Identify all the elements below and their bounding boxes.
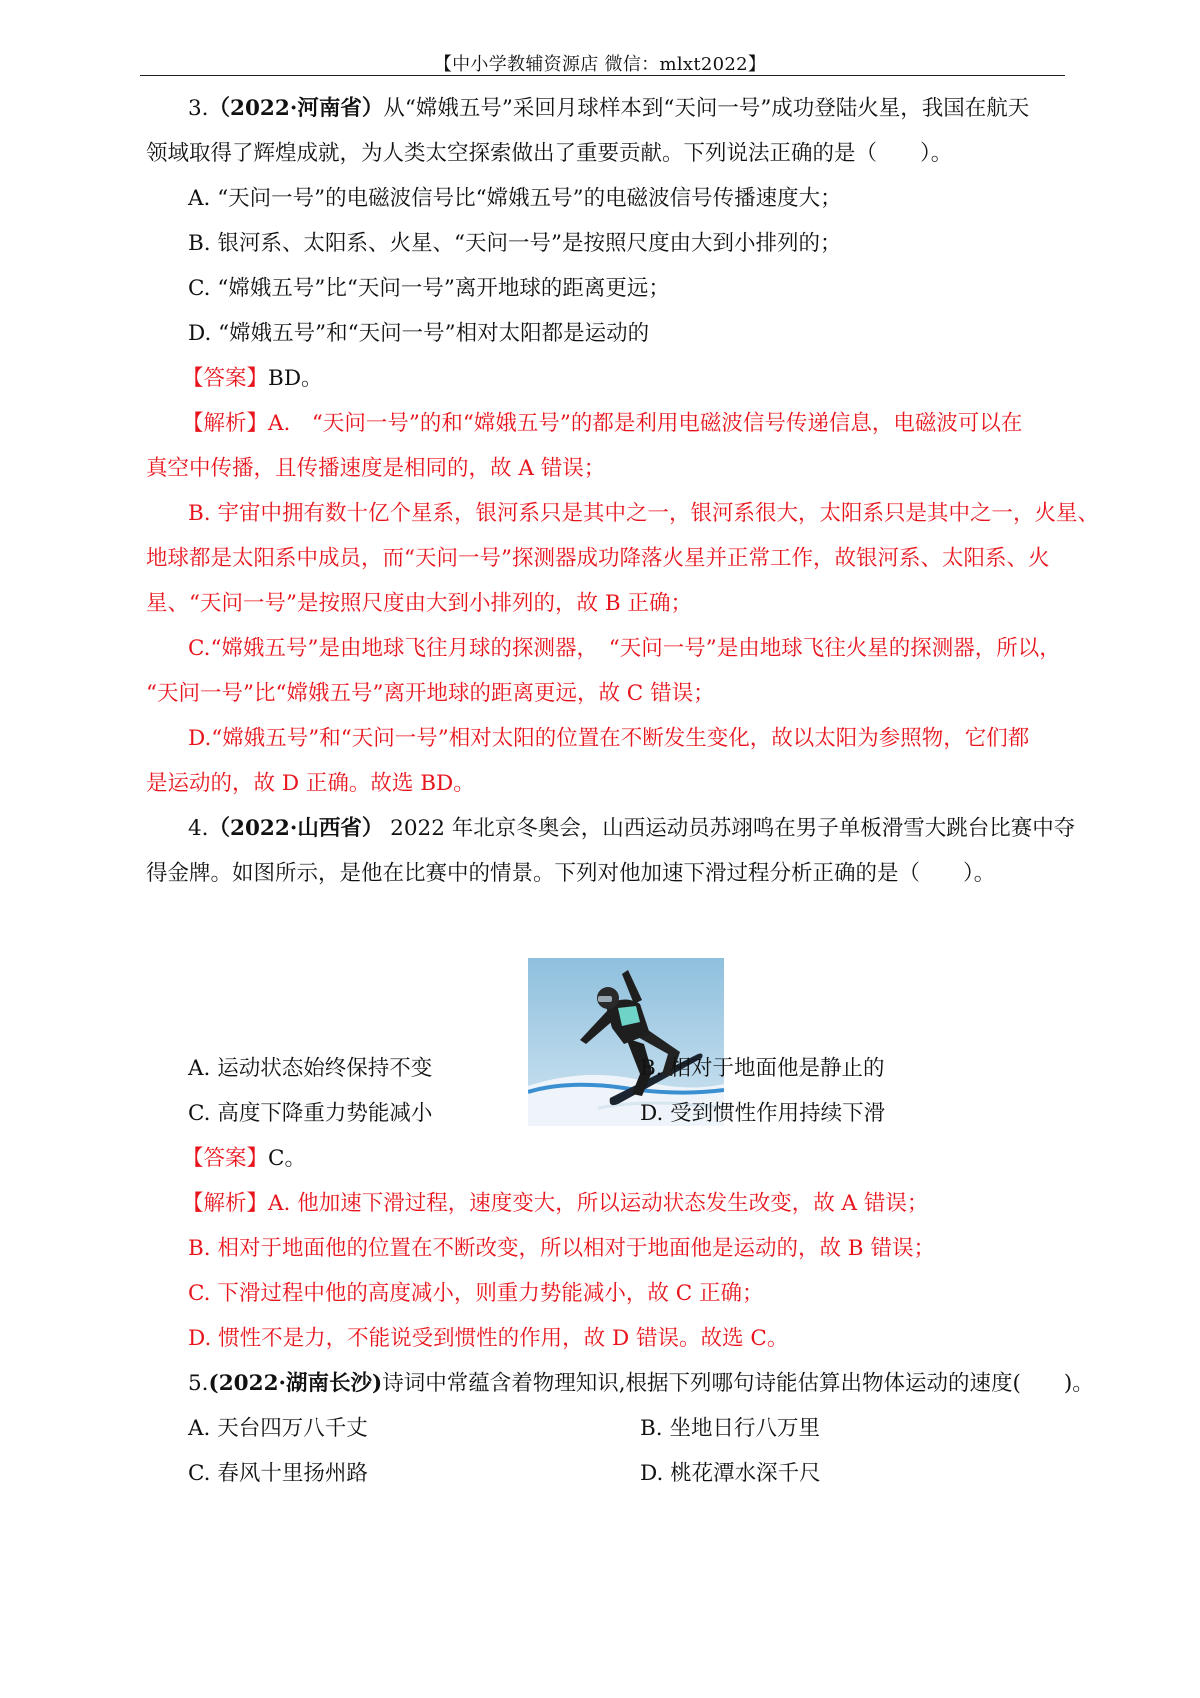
q3-stem-line2: 领域取得了辉煌成就，为人类太空探索做出了重要贡献。下列说法正确的是（ ）。 <box>146 141 953 166</box>
q3-analysis-line5: 星、“天问一号”是按照尺度由大到小排列的，故 B 正确； <box>146 591 692 616</box>
q3-number: 3. <box>188 96 209 121</box>
q3-analysis-line3: B. 宇宙中拥有数十亿个星系，银河系只是其中之一，银河系很大，太阳系只是其中之一，火星、 <box>188 501 1099 526</box>
q3-stem-text1: 从“嫦娥五号”采回月球样本到“天问一号”成功登陆火星，我国在航天 <box>383 96 1030 121</box>
q3-analysis-text1: A. “天问一号”的和“嫦娥五号”的都是利用电磁波信号传递信息，电磁波可以在 <box>268 411 1023 436</box>
header-divider <box>140 75 1065 76</box>
q4-number: 4. <box>188 816 209 841</box>
q3-analysis-line9: 是运动的，故 D 正确。故选 BD。 <box>146 771 475 796</box>
q4-stem-line1 <box>188 818 1075 840</box>
q4-option-d: D. 受到惯性作用持续下滑 <box>640 1101 886 1126</box>
q3-answer-label: 【答案】 <box>182 366 269 391</box>
q4-option-c: C. 高度下降重力势能减小 <box>188 1101 433 1126</box>
q3-option-c: C. “嫦娥五号”比“天问一号”离开地球的距离更远； <box>188 276 670 301</box>
q5-stem-text: 诗词中常蕴含着物理知识,根据下列哪句诗能估算出物体运动的速度( )。 <box>382 1371 1094 1396</box>
q5-option-a: A. 天台四万八千丈 <box>188 1416 368 1441</box>
q3-answer-value: BD。 <box>268 366 323 391</box>
q3-analysis-label: 【解析】 <box>182 411 269 436</box>
q3-analysis-line1 <box>182 413 1022 435</box>
q4-answer-value: C。 <box>268 1146 306 1171</box>
q4-answer-label: 【答案】 <box>182 1146 269 1171</box>
q4-stem-text1: 2022 年北京冬奥会，山西运动员苏翊鸣在男子单板滑雪大跳台比赛中夺 <box>383 816 1076 841</box>
q4-analysis-label: 【解析】 <box>182 1191 269 1216</box>
q4-analysis-line3: C. 下滑过程中他的高度减小，则重力势能减小，故 C 正确； <box>188 1281 764 1306</box>
q3-answer <box>182 368 323 390</box>
q3-source: （2022·河南省） <box>208 96 384 121</box>
q3-analysis-line6: C.“嫦娥五号”是由地球飞往月球的探测器， “天问一号”是由地球飞往火星的探测器，所以， <box>188 636 1061 661</box>
q3-analysis-line4: 地球都是太阳系中成员，而“天问一号”探测器成功降落火星并正常工作，故银河系、太阳系、火 <box>146 546 1050 571</box>
q3-analysis-line7: “天问一号”比“嫦娥五号”离开地球的距离更远，故 C 错误； <box>146 681 715 706</box>
q3-option-b: B. 银河系、太阳系、火星、“天问一号”是按照尺度由大到小排列的； <box>188 231 842 256</box>
q5-source: (2022·湖南长沙) <box>208 1371 383 1396</box>
q3-analysis-line2: 真空中传播，且传播速度是相同的，故 A 错误； <box>146 456 606 481</box>
q5-option-d: D. 桃花潭水深千尺 <box>640 1461 821 1486</box>
q3-option-a: A. “天问一号”的电磁波信号比“嫦娥五号”的电磁波信号传播速度大； <box>188 186 842 211</box>
q4-option-b: B. 相对于地面他是静止的 <box>640 1056 885 1081</box>
q4-answer <box>182 1148 306 1170</box>
q4-analysis-line4: D. 惯性不是力，不能说受到惯性的作用，故 D 错误。故选 C。 <box>188 1326 789 1351</box>
q4-analysis-text1: A. 他加速下滑过程，速度变大，所以运动状态发生改变，故 A 错误； <box>268 1191 929 1216</box>
q4-stem-line2: 得金牌。如图所示，是他在比赛中的情景。下列对他加速下滑过程分析正确的是（ ）。 <box>146 861 996 886</box>
q3-analysis-line8: D.“嫦娥五号”和“天问一号”相对太阳的位置在不断发生变化，故以太阳为参照物，它们都 <box>188 726 1030 751</box>
q4-analysis-line2: B. 相对于地面他的位置在不断改变，所以相对于地面他是运动的，故 B 错误； <box>188 1236 935 1261</box>
q4-source: （2022·山西省） <box>208 816 384 841</box>
q5-option-b: B. 坐地日行八万里 <box>640 1416 820 1441</box>
page-header: 【中小学教辅资源店 微信：mlxt2022】 <box>433 54 767 75</box>
q4-option-a: A. 运动状态始终保持不变 <box>188 1056 433 1081</box>
q3-option-d: D. “嫦娥五号”和“天问一号”相对太阳都是运动的 <box>188 321 650 346</box>
q4-analysis-line1 <box>182 1193 928 1215</box>
q5-option-c: C. 春风十里扬州路 <box>188 1461 368 1486</box>
q5-stem <box>188 1373 1094 1395</box>
q3-stem-line1 <box>188 98 1029 120</box>
q5-number: 5. <box>188 1371 209 1396</box>
